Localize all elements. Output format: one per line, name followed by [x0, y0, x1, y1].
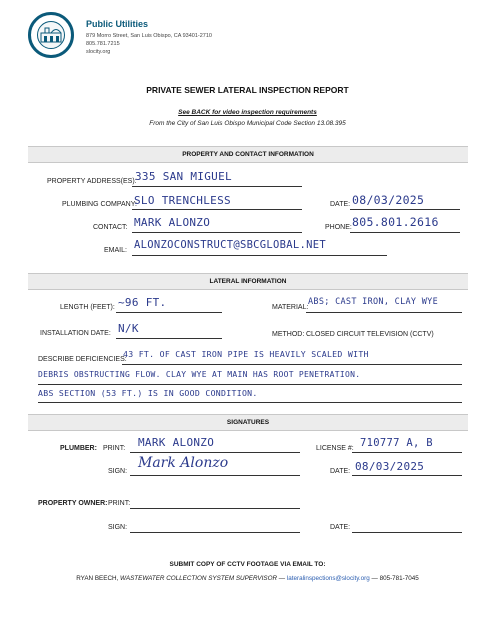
- property-address-label: PROPERTY ADDRESS(ES):: [47, 178, 137, 185]
- method-label: METHOD:: [272, 331, 305, 338]
- footer-email-link[interactable]: lateralinspections@slocity.org: [286, 575, 370, 582]
- plumbing-company-value[interactable]: SLO TRENCHLESS: [134, 194, 231, 207]
- deficiencies-line-1[interactable]: 43 FT. OF CAST IRON PIPE IS HEAVILY SCALED WITH: [123, 349, 369, 359]
- section-lateral-header: [28, 273, 468, 290]
- footer-contact: [0, 575, 495, 582]
- phone-label: PHONE:: [325, 224, 352, 231]
- property-address-line: [132, 186, 302, 187]
- plumbing-company-label: PLUMBING COMPANY:: [62, 201, 137, 208]
- city-seal-logo: [28, 12, 74, 58]
- deficiencies-line-3[interactable]: ABS SECTION (53 FT.) IS IN GOOD CONDITION.: [38, 388, 258, 398]
- installation-date-line: [116, 338, 222, 339]
- footer-role: WASTEWATER COLLECTION SYSTEM SUPERVISOR: [120, 575, 278, 582]
- plumber-print-label: PRINT:: [103, 445, 126, 452]
- owner-print-line[interactable]: [130, 508, 300, 509]
- installation-date-value[interactable]: N/K: [118, 322, 139, 335]
- contact-line: [132, 232, 302, 233]
- org-website[interactable]: slocity.org: [86, 49, 111, 55]
- section-signatures-header: [28, 414, 468, 431]
- org-name: Public Utilities: [86, 19, 149, 29]
- property-owner-label: PROPERTY OWNER:: [38, 500, 108, 507]
- length-value[interactable]: ~96 FT.: [118, 296, 167, 309]
- plumber-date-label: DATE:: [330, 468, 351, 475]
- email-line: [132, 255, 387, 256]
- plumber-print-value[interactable]: MARK ALONZO: [138, 436, 215, 449]
- plumber-sign-line: [130, 475, 300, 476]
- property-address-value[interactable]: 335 SAN MIGUEL: [135, 170, 232, 183]
- phone-line: [350, 232, 460, 233]
- footer-dash-1: —: [278, 575, 286, 582]
- section-lateral-title: LATERAL INFORMATION: [209, 278, 287, 285]
- email-value[interactable]: ALONZOCONSTRUCT@SBCGLOBAL.NET: [134, 239, 327, 251]
- plumber-sign-label: SIGN:: [108, 468, 128, 475]
- method-value: CLOSED CIRCUIT TELEVISION (CCTV): [306, 331, 434, 338]
- plumber-signature[interactable]: Mark Alonzo: [138, 455, 229, 471]
- material-value[interactable]: ABS; CAST IRON, CLAY WYE: [308, 297, 439, 307]
- license-label: LICENSE #:: [316, 445, 354, 452]
- report-title: PRIVATE SEWER LATERAL INSPECTION REPORT: [146, 85, 349, 95]
- email-label: EMAIL:: [104, 247, 127, 254]
- section-property-header: [28, 146, 468, 163]
- section-signatures-title: SIGNATURES: [226, 419, 270, 426]
- owner-sign-line[interactable]: [130, 532, 300, 533]
- owner-date-label: DATE:: [330, 524, 351, 531]
- installation-date-label: INSTALLATION DATE:: [40, 330, 111, 337]
- license-value[interactable]: 710777 A, B: [360, 437, 433, 449]
- deficiencies-label: DESCRIBE DEFICIENCIES:: [38, 356, 127, 363]
- deficiencies-rule-2: [38, 384, 462, 385]
- owner-print-label: PRINT:: [108, 500, 131, 507]
- owner-sign-label: SIGN:: [108, 524, 128, 531]
- section-property-title: PROPERTY AND CONTACT INFORMATION: [182, 151, 314, 158]
- material-label: MATERIAL:: [272, 304, 309, 311]
- mission-building-icon: [39, 25, 63, 43]
- contact-label: CONTACT:: [93, 224, 128, 231]
- plumber-print-line: [130, 452, 300, 453]
- owner-date-line[interactable]: [352, 532, 462, 533]
- deficiencies-rule-1: [122, 364, 462, 365]
- date-value[interactable]: 08/03/2025: [352, 193, 425, 207]
- org-address: 879 Morro Street, San Luis Obispo, CA 93401-2710: [86, 33, 212, 39]
- plumber-date-line: [352, 475, 462, 476]
- material-line: [306, 312, 462, 313]
- code-note: From the City of San Luis Obispo Municipal Code Section 13.08.395: [149, 120, 346, 127]
- deficiencies-rule-3: [38, 402, 462, 403]
- plumber-label: PLUMBER:: [60, 445, 97, 452]
- footer-phone: 805-781-7045: [379, 575, 419, 582]
- deficiencies-line-2[interactable]: DEBRIS OBSTRUCTING FLOW. CLAY WYE AT MAIN HAS ROOT PENETRATION.: [38, 370, 361, 379]
- length-label: LENGTH (FEET):: [60, 304, 115, 311]
- footer-name: RYAN BEECH,: [76, 575, 119, 582]
- footer-dash-2: —: [371, 575, 378, 582]
- date-line: [350, 209, 460, 210]
- plumber-date-value[interactable]: 08/03/2025: [355, 460, 425, 473]
- license-line: [352, 452, 462, 453]
- length-line: [116, 312, 222, 313]
- date-label: DATE:: [330, 201, 351, 208]
- plumbing-company-line: [132, 209, 302, 210]
- org-phone: 805.781.7215: [86, 41, 120, 47]
- contact-value[interactable]: MARK ALONZO: [134, 216, 211, 229]
- report-subtitle: See BACK for video inspection requirements: [178, 109, 317, 116]
- footer-heading: SUBMIT COPY OF CCTV FOOTAGE VIA EMAIL TO:: [169, 561, 326, 568]
- phone-value[interactable]: 805.801.2616: [352, 215, 439, 229]
